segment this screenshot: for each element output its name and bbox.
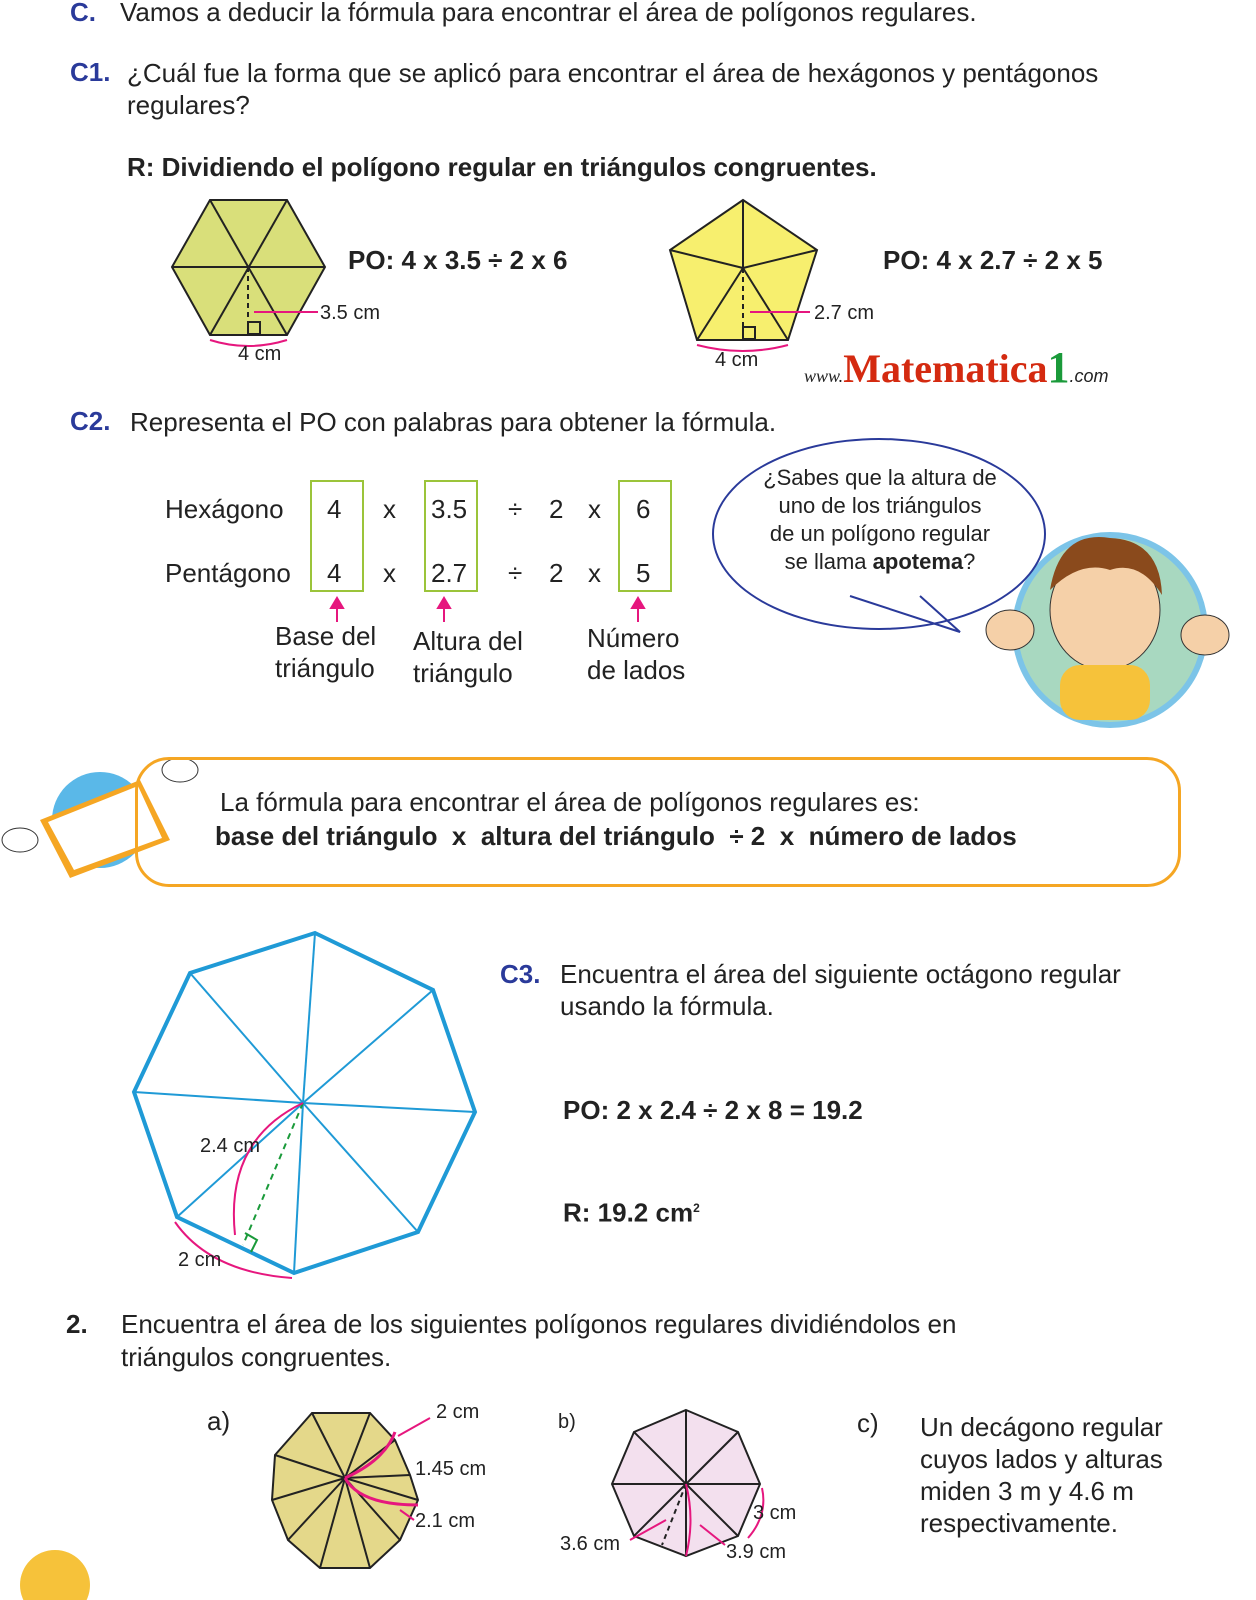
bubble-line	[730, 548, 1030, 576]
ex2b-measure-apothem: 3.6 cm	[560, 1533, 621, 1555]
row-height: 3.5	[431, 494, 468, 524]
caption-base-1: Base del	[275, 621, 377, 651]
c3-po: PO: 2 x 2.4 ÷ 2 x 8 = 19.2	[563, 1095, 863, 1125]
row-times2: x	[588, 558, 601, 588]
ex2b-label: b)	[558, 1411, 576, 1433]
bubble-text: ?	[963, 549, 976, 574]
ex2c-line1: Un decágono regular	[920, 1412, 1163, 1442]
c1-answer: R: Dividiendo el polígono regular en triángulos congruentes.	[127, 152, 877, 182]
caption-height-2: triángulo	[413, 658, 513, 688]
row-sides: 5	[636, 558, 651, 588]
ex2c-line3: miden 3 m y 4.6 m	[920, 1476, 1134, 1506]
ex2a-measure-radius: 2.1 cm	[415, 1510, 476, 1532]
watermark-logo	[804, 343, 1109, 392]
c3-line2: usando la fórmula.	[560, 991, 774, 1021]
bubble-bold-term: apotema	[872, 549, 964, 574]
formula-intro: La fórmula para encontrar el área de polígonos regulares es:	[220, 787, 920, 817]
watermark-brand: Matematica	[843, 346, 1048, 391]
ex2c-label: c)	[857, 1408, 879, 1438]
c3-answer-value: R: 19.2 cm	[563, 1197, 694, 1228]
row-times: x	[383, 558, 396, 588]
c1-question-line2: regulares?	[127, 90, 250, 120]
ex2a-label: a)	[207, 1406, 231, 1436]
ex2-line1: Encuentra el área de los siguientes polígonos regulares dividiéndolos en	[121, 1309, 957, 1339]
row-height: 2.7	[431, 558, 468, 588]
speech-bubble-text	[730, 464, 1030, 576]
ex2-label: 2.	[66, 1309, 88, 1339]
octagon-base: 2 cm	[178, 1249, 222, 1271]
c3-answer-exponent: 2	[693, 1201, 700, 1215]
pentagon-base: 4 cm	[715, 349, 759, 371]
decagon-diagram	[272, 1413, 430, 1568]
pentagon-height: 2.7 cm	[814, 302, 875, 324]
c3-answer	[563, 1192, 700, 1229]
watermark-prefix: www.	[804, 366, 844, 386]
bubble-text: se llama	[784, 549, 873, 574]
row-times: x	[383, 494, 396, 524]
row-div: ÷	[508, 494, 523, 524]
caption-base-2: triángulo	[275, 653, 375, 683]
caption-arrows	[331, 598, 644, 622]
row-times2: x	[588, 494, 601, 524]
hexagon-diagram	[172, 200, 325, 346]
c1-label: C1.	[70, 57, 111, 87]
ex2c-line2: cuyos lados y alturas	[920, 1444, 1163, 1474]
row-base: 4	[327, 558, 342, 588]
row-two: 2	[549, 558, 564, 588]
hexagon-height: 3.5 cm	[320, 302, 381, 324]
octagon-diagram	[134, 933, 475, 1278]
row-div: ÷	[508, 558, 523, 588]
ex2b-measure-side: 3 cm	[753, 1502, 797, 1524]
bubble-line: ¿Sabes que la altura de	[763, 465, 997, 490]
c3-label: C3.	[500, 959, 541, 989]
ex2-line2: triángulos congruentes.	[121, 1342, 392, 1372]
row-sides: 6	[636, 494, 651, 524]
row-name: Pentágono	[165, 558, 291, 588]
formula-text: base del triángulo x altura del triángulo ÷ 2 x número de lados	[215, 821, 1017, 851]
caption-height-1: Altura del	[413, 626, 523, 656]
caption-sides-2: de lados	[587, 655, 686, 685]
octagon-b-diagram	[612, 1410, 763, 1556]
hexagon-po: PO: 4 x 3.5 ÷ 2 x 6	[348, 245, 568, 275]
bubble-line: uno de los triángulos	[778, 493, 982, 518]
caption-sides-1: Número	[587, 623, 680, 653]
c1-question-line1: ¿Cuál fue la forma que se aplicó para encontrar el área de hexágonos y pentágonos	[127, 58, 1099, 88]
ex2b-measure-radius: 3.9 cm	[726, 1541, 787, 1563]
pentagon-po: PO: 4 x 2.7 ÷ 2 x 5	[883, 245, 1103, 275]
hexagon-base: 4 cm	[238, 343, 282, 365]
octagon-height: 2.4 cm	[200, 1135, 261, 1157]
ex2c-line4: respectivamente.	[920, 1508, 1118, 1538]
section-c-label: C.	[70, 0, 96, 27]
pentagon-diagram	[670, 200, 817, 351]
watermark-suffix: .com	[1069, 366, 1109, 386]
c3-line1: Encuentra el área del siguiente octágono regular	[560, 959, 1121, 989]
watermark-one: 1	[1047, 343, 1070, 392]
row-name: Hexágono	[165, 494, 284, 524]
ex2a-measure-side: 2 cm	[436, 1401, 480, 1423]
row-two: 2	[549, 494, 564, 524]
c2-text: Representa el PO con palabras para obtener la fórmula.	[130, 407, 777, 437]
section-c-text: Vamos a deducir la fórmula para encontrar el área de polígonos regulares.	[120, 0, 977, 27]
c2-label: C2.	[70, 406, 111, 436]
row-base: 4	[327, 494, 342, 524]
ex2a-measure-apothem: 1.45 cm	[415, 1458, 487, 1480]
bubble-line: de un polígono regular	[769, 521, 991, 546]
